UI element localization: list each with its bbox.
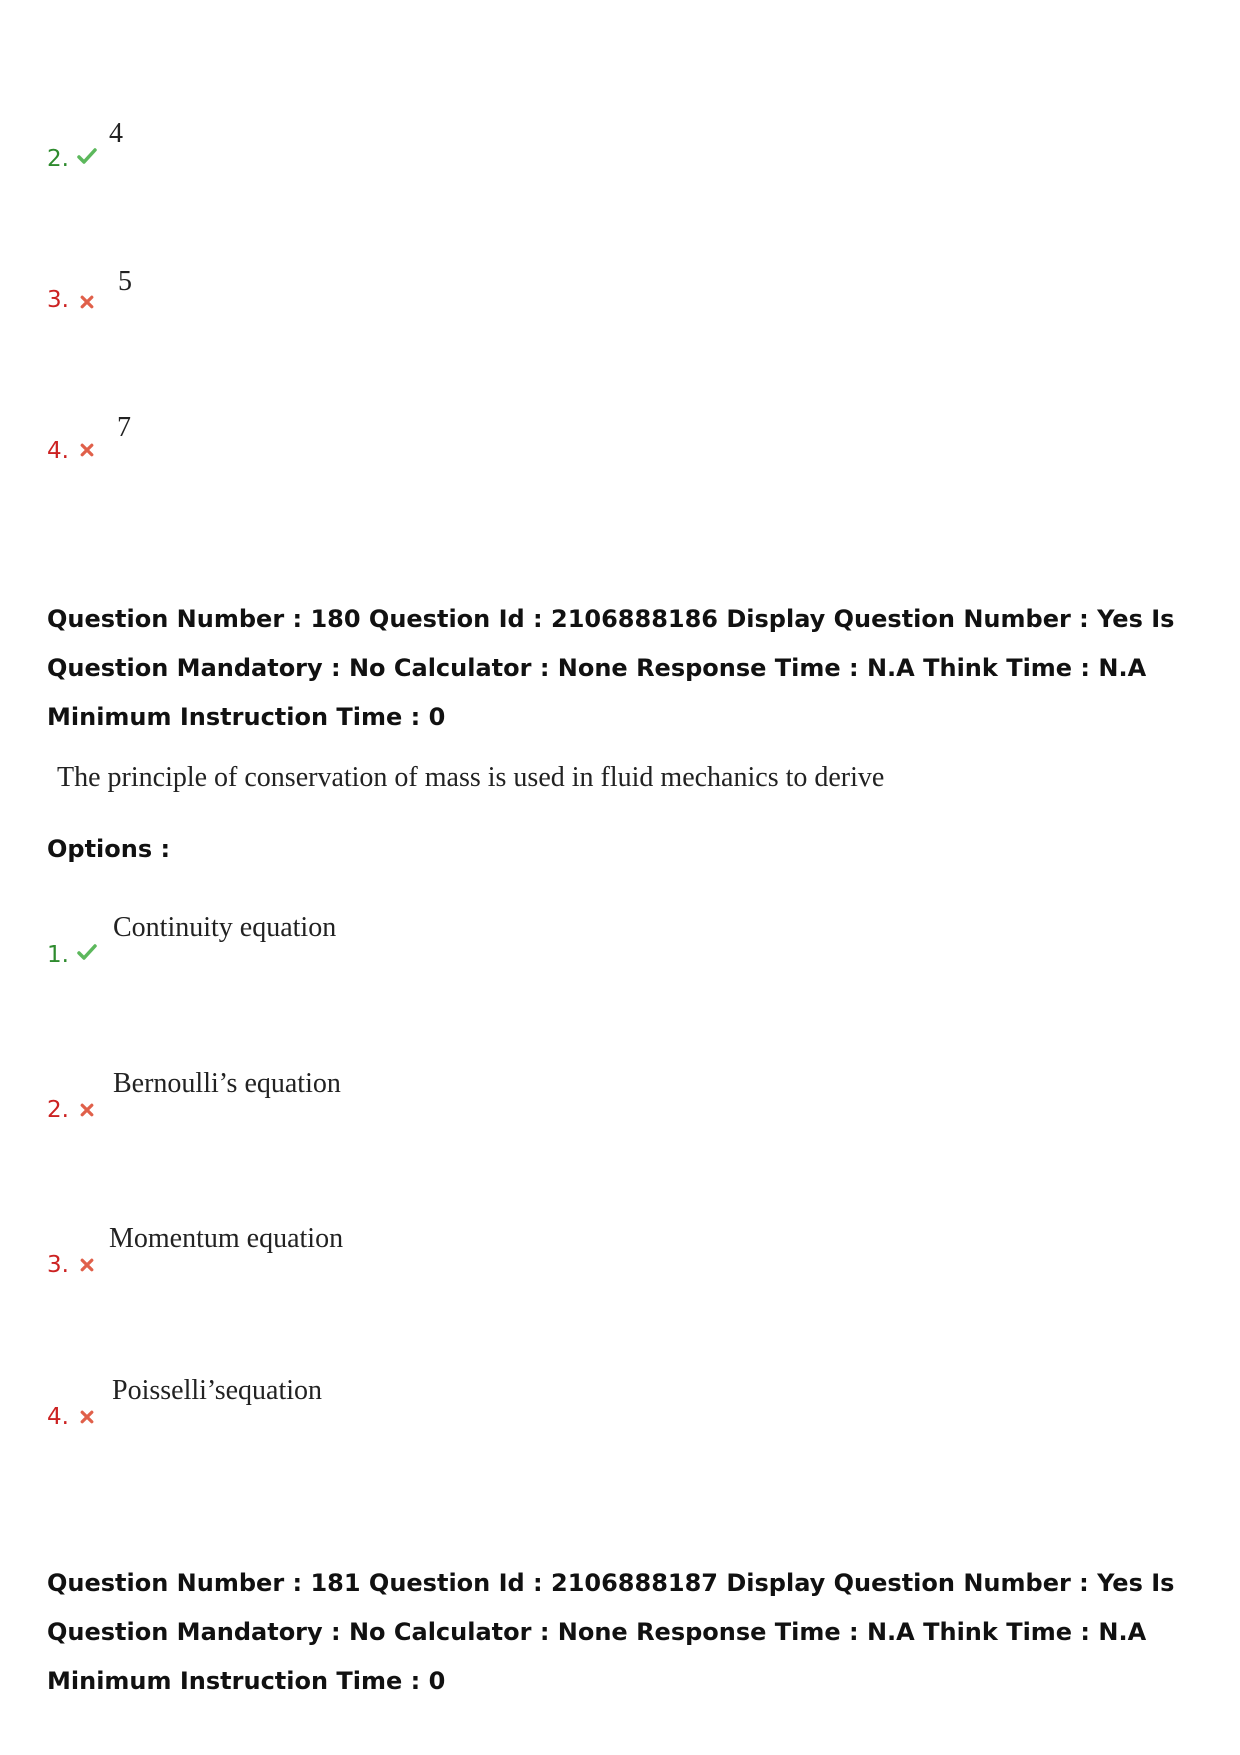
option-text: Continuity equation — [113, 912, 337, 943]
option-number: 3. — [47, 1252, 69, 1278]
option-text: 4 — [109, 118, 123, 149]
option-item — [47, 1066, 747, 1126]
option-text: Poisselli’sequation — [112, 1375, 322, 1406]
question-meta: Question Number : 180 Question Id : 2106888186 Display Question Number : Yes Is Question Mandatory : No Calculator : None Response Time : N.A Think Time : N.A Minimum Instruction Time : 0 — [47, 605, 1175, 731]
option-text: 7 — [117, 412, 131, 443]
question-meta: Question Number : 181 Question Id : 2106888187 Display Question Number : Yes Is Question Mandatory : No Calculator : None Response Time : N.A Think Time : N.A Minimum Instruction Time : 0 — [47, 1569, 1175, 1695]
option-item — [47, 910, 747, 970]
cross-icon — [79, 1102, 95, 1118]
option-text: Bernoulli’s equation — [113, 1068, 341, 1099]
option-text: Momentum equation — [109, 1223, 344, 1254]
cross-icon — [79, 442, 95, 458]
cross-icon — [79, 1409, 95, 1425]
option-number: 2. — [47, 146, 69, 172]
cross-icon — [79, 1257, 95, 1273]
option-number: 1. — [47, 942, 69, 968]
cross-icon — [79, 294, 95, 310]
option-number: 3. — [47, 287, 69, 313]
option-number: 2. — [47, 1097, 69, 1123]
question-text: The principle of conservation of mass is used in fluid mechanics to derive — [57, 762, 885, 793]
option-item — [47, 404, 747, 464]
option-number: 4. — [47, 438, 69, 464]
check-icon — [77, 942, 97, 962]
option-number: 4. — [47, 1404, 69, 1430]
options-label: Options : — [47, 835, 171, 863]
check-icon — [77, 146, 97, 166]
option-item — [47, 256, 747, 316]
option-text: 5 — [118, 266, 132, 297]
option-item — [47, 1373, 747, 1433]
option-item — [47, 118, 747, 178]
option-item — [47, 1221, 747, 1281]
